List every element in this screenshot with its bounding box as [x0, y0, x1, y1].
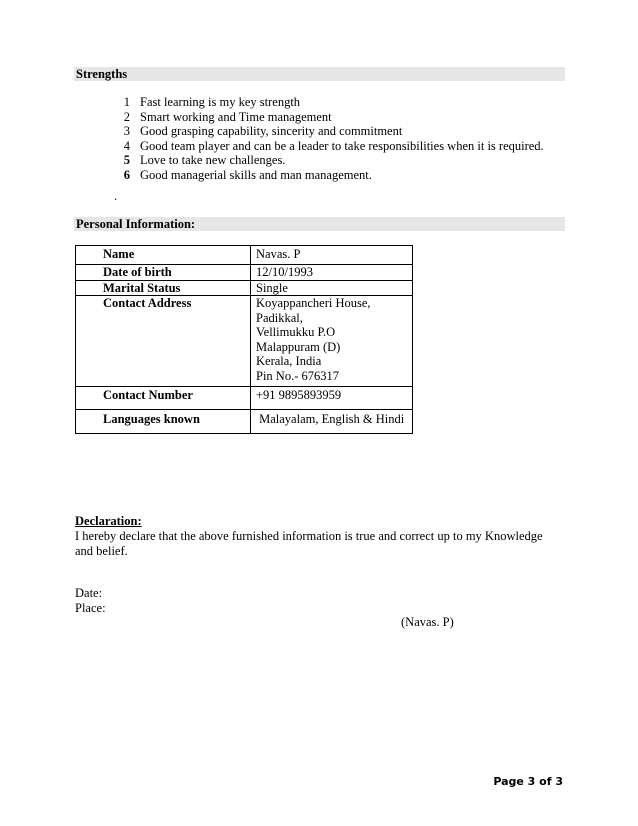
table-row: [76, 265, 413, 281]
date-label: Date:: [75, 586, 103, 600]
list-item-number: 3: [123, 124, 130, 138]
address-line: Koyappancheri House,: [256, 296, 371, 310]
address-line: Padikkal,: [256, 310, 303, 325]
declaration-heading: Declaration:: [75, 514, 142, 528]
place-label: Place:: [75, 600, 106, 615]
address-line: Pin No.- 676317: [256, 368, 339, 383]
strengths-heading-bar: [74, 67, 565, 81]
row-value: Single: [251, 280, 413, 296]
list-item: Love to take new challenges.: [140, 153, 286, 167]
table-row: [76, 280, 413, 296]
list-item-number: 5: [123, 153, 130, 167]
table-row: [76, 410, 413, 434]
row-value: Navas. P: [251, 246, 413, 265]
row-label: Name: [76, 246, 251, 265]
row-label: Marital Status: [76, 280, 251, 296]
address-line: Malappuram (D): [256, 339, 341, 354]
declaration-text-line-2: and belief.: [75, 543, 128, 558]
list-item-number: 4: [123, 138, 130, 153]
row-label: Date of birth: [76, 265, 251, 281]
address-line: Kerala, India: [256, 354, 322, 368]
table-row: [76, 387, 413, 410]
table-row: [76, 246, 413, 265]
signature-name: (Navas. P): [401, 615, 454, 629]
personal-info-heading-bar: [74, 217, 565, 231]
personal-info-heading: Personal Information:: [76, 217, 196, 231]
row-label: Languages known: [76, 410, 251, 434]
list-item-number: 1: [123, 95, 130, 109]
row-value: 12/10/1993: [251, 265, 413, 281]
address-line: Vellimukku P.O: [256, 325, 336, 339]
row-value: +91 9895893959: [251, 387, 413, 410]
list-item: Fast learning is my key strength: [140, 95, 301, 109]
declaration-text-line-1: I hereby declare that the above furnished information is true and correct up to my Knowledge: [75, 529, 543, 543]
list-item: Good grasping capability, sincerity and commitment: [140, 124, 403, 138]
personal-info-table: [75, 245, 413, 434]
page-number: Page 3 of 3: [493, 775, 563, 788]
list-item: Good team player and can be a leader to take responsibilities when it is required.: [140, 138, 544, 153]
row-label: Contact Number: [76, 387, 251, 410]
list-item: Good managerial skills and man management.: [140, 167, 372, 182]
trailing-dot: .: [114, 189, 118, 203]
row-label: Contact Address: [76, 296, 251, 387]
strengths-heading: Strengths: [76, 67, 128, 81]
row-value: Malayalam, English & Hindi: [251, 410, 413, 434]
list-item-number: 6: [123, 167, 130, 182]
list-item: Smart working and Time management: [140, 109, 332, 124]
list-item-number: 2: [123, 109, 130, 124]
row-value-address: [251, 296, 413, 387]
table-row: [76, 296, 413, 387]
